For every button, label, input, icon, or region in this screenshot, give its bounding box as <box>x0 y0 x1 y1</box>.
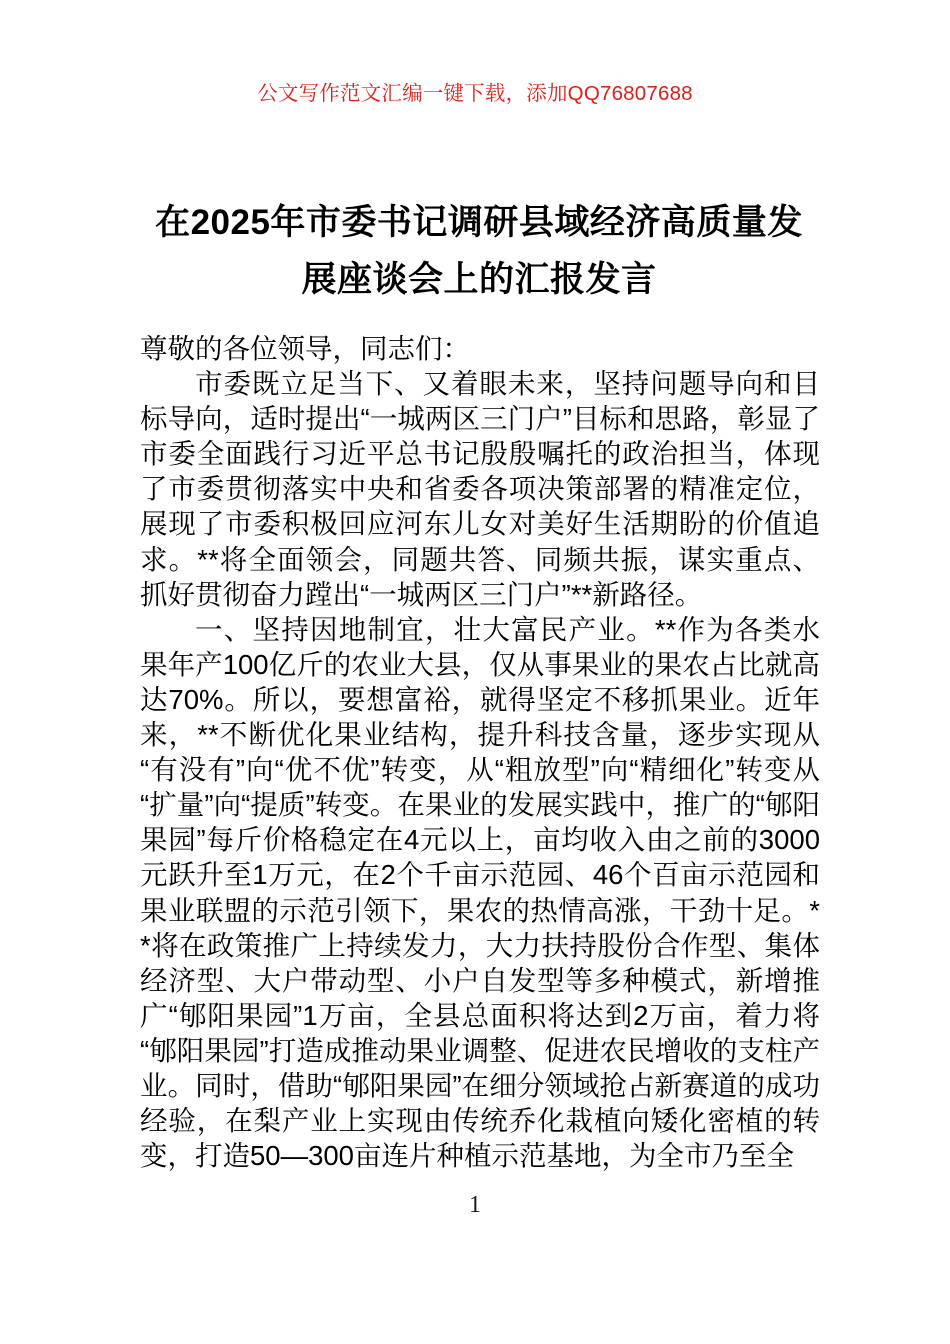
salutation-line: 尊敬的各位领导，同志们： <box>140 333 470 364</box>
watermark-banner: 公文写作范文汇编一键下载，添加QQ76807688 <box>257 82 693 105</box>
document-body <box>140 331 820 1173</box>
paragraph-opening: 市委既立足当下、又着眼未来，坚持问题导向和目标导向，适时提出“一城两区三门户”目标和思路，彰显了市委全面践行习近平总书记殷殷嘱托的政治担当，体现了市委贯彻落实中央和省委各项决策部署的精准定位，展现了市委积极回应河东儿女对美好生活期盼的价值追求。**将全面领会，同题共答、同频共振，谋实重点、抓好贯彻奋力蹚出“一城两区三门户”**新路径。 <box>140 368 820 610</box>
page-number: 1 <box>469 1192 481 1218</box>
document-title: 在2025年市委书记调研县域经济高质量发展座谈会上的汇报发言 <box>155 203 803 300</box>
paragraph-section-one: 一、坚持因地制宜，壮大富民产业。**作为各类水果年产100亿斤的农业大县，仅从事果业的果农占比就高达70%。所以，要想富裕，就得坚定不移抓果业。近年来，**不断优化果业结构，提升科技含量，逐步实现从“有没有”向“优不优”转变，从“粗放型”向“精细化”转变从“扩量”向“提质”转变。在果业的发展实践中，推广的“郇阳果园”每斤价格稳定在4元以上，亩均收入由之前的3000元跃升至1万元，在2个千亩示范园、46个百亩示范园和果业联盟的示范引领下，果农的热情高涨，干劲十足。**将在政策推广上持续发力，大力扶持股份合作型、集体经济型、大户带动型、小户自发型等多种模式，新增推广“郇阳果园”1万亩，全县总面积将达到2万亩，着力将“郇阳果园”打造成推动果业调整、促进农民增收的支柱产业。同时，借助“郇阳果园”在细分领域抢占新赛道的成功经验，在梨产业上实现由传统乔化栽植向矮化密植的转变，打造50—300亩连片种植示范基地，为全市乃至全 <box>140 613 820 1172</box>
